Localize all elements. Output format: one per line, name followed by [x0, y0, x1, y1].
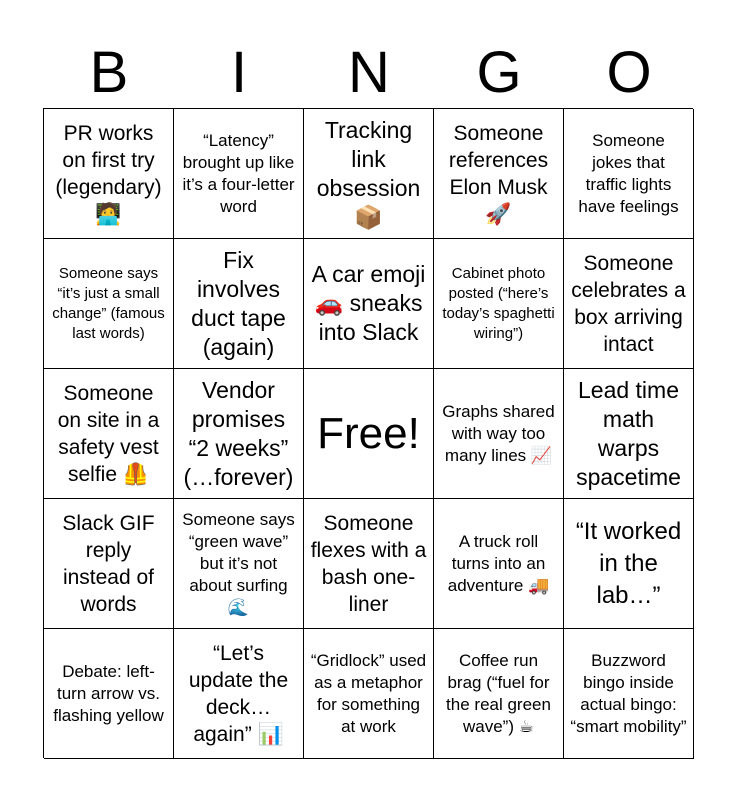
- cell-text: Vendor promises “2 weeks” (…forever): [183, 376, 294, 490]
- bingo-cell[interactable]: [44, 239, 174, 369]
- cell-text: Coffee run brag (“fuel for the real green wave”) ☕: [446, 650, 551, 736]
- bingo-cell[interactable]: [304, 109, 434, 239]
- bingo-cell[interactable]: [564, 109, 694, 239]
- bingo-cell[interactable]: [304, 629, 434, 759]
- cell-text: “Let’s update the deck… again” 📊: [188, 641, 289, 746]
- bingo-cell[interactable]: [304, 239, 434, 369]
- bingo-board: [43, 108, 693, 758]
- bingo-header: [44, 38, 694, 108]
- cell-text: “Gridlock” used as a metaphor for something at work: [310, 650, 427, 736]
- cell-text: Someone says “it’s just a small change” (famous last words): [52, 264, 165, 342]
- header-letter-g: G: [476, 40, 522, 105]
- cell-text: Fix involves duct tape (again): [191, 246, 286, 360]
- header-letter-n: N: [348, 40, 390, 105]
- bingo-cell[interactable]: [434, 109, 564, 239]
- cell-text: Tracking link obsession 📦: [316, 116, 421, 230]
- bingo-cell[interactable]: [44, 629, 174, 759]
- bingo-cell[interactable]: [44, 369, 174, 499]
- cell-text: Graphs shared with way too many lines 📈: [442, 401, 555, 465]
- cell-text: Lead time math warps spacetime: [576, 376, 681, 490]
- bingo-cell[interactable]: [564, 629, 694, 759]
- free-space-label: Free!: [317, 408, 420, 458]
- cell-text: Slack GIF reply instead of words: [62, 511, 155, 616]
- bingo-cell[interactable]: [434, 239, 564, 369]
- cell-text: Someone jokes that traffic lights have feelings: [578, 130, 679, 216]
- bingo-cell[interactable]: [174, 499, 304, 629]
- bingo-cell[interactable]: [44, 109, 174, 239]
- cell-text: Debate: left-turn arrow vs. flashing yellow: [53, 661, 164, 725]
- cell-text: “It worked in the lab…”: [575, 517, 682, 609]
- cell-text: Someone flexes with a bash one-liner: [310, 511, 427, 616]
- bingo-cell[interactable]: [564, 499, 694, 629]
- cell-text: PR works on first try (legendary) 🧑‍💻: [55, 121, 162, 226]
- cell-text: “Latency” brought up like it’s a four-letter word: [182, 130, 295, 216]
- bingo-cell[interactable]: [44, 499, 174, 629]
- bingo-cell[interactable]: [174, 629, 304, 759]
- cell-text: Someone on site in a safety vest selfie 🦺: [57, 381, 160, 486]
- bingo-cell[interactable]: [434, 629, 564, 759]
- bingo-cell[interactable]: [174, 109, 304, 239]
- bingo-cell[interactable]: [434, 499, 564, 629]
- cell-text: Buzzword bingo inside actual bingo: “smart mobility”: [570, 650, 687, 736]
- cell-text: Cabinet photo posted (“here’s today’s spaghetti wiring”): [442, 264, 555, 342]
- header-letter-b: B: [89, 40, 129, 105]
- bingo-cell[interactable]: [434, 369, 564, 499]
- header-letter-o: O: [606, 40, 652, 105]
- cell-text: Someone references Elon Musk 🚀: [448, 121, 549, 226]
- cell-text: Someone says “green wave” but it’s not about surfing 🌊: [182, 509, 295, 617]
- bingo-cell[interactable]: [564, 369, 694, 499]
- bingo-cell[interactable]: [564, 239, 694, 369]
- cell-text: Someone celebrates a box arriving intact: [571, 251, 686, 356]
- bingo-cell[interactable]: [174, 369, 304, 499]
- header-letter-i: I: [230, 40, 248, 105]
- bingo-cell[interactable]: [174, 239, 304, 369]
- free-space[interactable]: [304, 369, 434, 499]
- cell-text: A car emoji 🚗 sneaks into Slack: [311, 261, 426, 345]
- bingo-cell[interactable]: [304, 499, 434, 629]
- cell-text: A truck roll turns into an adventure 🚚: [447, 531, 550, 595]
